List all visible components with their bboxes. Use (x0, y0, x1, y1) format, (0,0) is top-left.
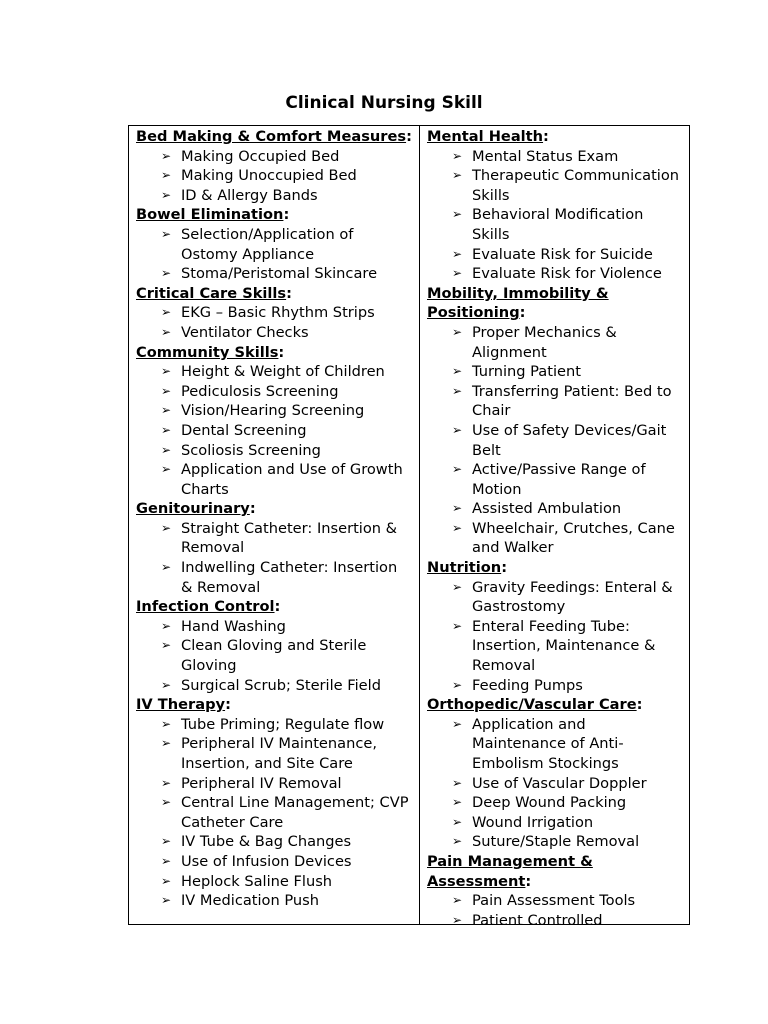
skill-section (136, 127, 413, 205)
arrow-bullet-icon: ➢ (160, 305, 172, 320)
section-heading-text: Bed Making & Comfort Measures (136, 128, 407, 145)
skill-section (427, 558, 683, 695)
section-heading-text: Genitourinary (136, 500, 250, 518)
arrow-bullet-icon: ➢ (160, 638, 172, 653)
list-item (136, 519, 413, 558)
arrow-bullet-icon: ➢ (451, 814, 463, 829)
list-item (136, 734, 413, 773)
arrow-bullet-icon: ➢ (160, 324, 172, 339)
skill-list (136, 362, 413, 499)
list-item-text: Making Occupied Bed (181, 147, 340, 165)
section-heading-text: Bowel Elimination (136, 206, 284, 224)
section-heading-colon: : (636, 696, 643, 714)
list-item (136, 676, 413, 696)
list-item (136, 891, 413, 911)
skill-section (136, 343, 413, 500)
list-item (136, 774, 413, 794)
skill-list (136, 225, 413, 284)
arrow-bullet-icon: ➢ (451, 462, 463, 477)
skill-list (136, 617, 413, 695)
list-item-text: Dental Screening (181, 421, 307, 439)
page-title: Clinical Nursing Skill (285, 93, 483, 113)
section-heading-colon: : (525, 872, 532, 890)
skill-list (136, 715, 413, 911)
list-item (136, 382, 413, 402)
list-item (427, 578, 683, 617)
arrow-bullet-icon: ➢ (451, 383, 463, 398)
list-item-text: Enteral Feeding Tube: Insertion, Maintenance & Removal (472, 617, 656, 675)
skill-section (136, 597, 413, 695)
list-item-text: Pain Assessment Tools (472, 892, 636, 910)
arrow-bullet-icon: ➢ (160, 422, 172, 437)
skill-list (427, 147, 683, 284)
arrow-bullet-icon: ➢ (451, 834, 463, 849)
list-item-text: Application and Maintenance of Anti-Embolism Stockings (472, 715, 624, 772)
arrow-bullet-icon: ➢ (160, 677, 172, 692)
arrow-bullet-icon: ➢ (160, 187, 172, 202)
list-item (136, 401, 413, 421)
arrow-bullet-icon: ➢ (451, 795, 463, 810)
list-item-text: Proper Mechanics & Alignment (472, 323, 617, 361)
list-item-text: Evaluate Risk for Violence (472, 265, 662, 283)
list-item-text: IV Tube & Bag Changes (181, 833, 352, 851)
list-item-text: Peripheral IV Maintenance, Insertion, and Site Care (181, 735, 377, 772)
list-item (427, 421, 683, 460)
section-heading (136, 499, 413, 519)
skill-list (427, 323, 683, 558)
list-item-text: Indwelling Catheter: Insertion & Removal (181, 559, 398, 596)
list-item (427, 166, 683, 205)
skill-section (136, 205, 413, 283)
arrow-bullet-icon: ➢ (451, 246, 463, 261)
arrow-bullet-icon: ➢ (160, 853, 172, 868)
list-item (427, 676, 683, 696)
list-item (136, 793, 413, 832)
skill-section (427, 852, 683, 930)
list-item (427, 499, 683, 519)
section-heading-text: Mental Health (427, 128, 544, 145)
list-item-text: IV Medication Push (181, 892, 320, 910)
list-item (427, 891, 683, 911)
skill-list (427, 578, 683, 696)
list-item (136, 264, 413, 284)
skill-section (136, 695, 413, 911)
list-item-text: Transferring Patient: Bed to Chair (472, 382, 672, 420)
list-item-text: Use of Infusion Devices (181, 852, 352, 870)
list-item-text: Hand Washing (181, 617, 286, 635)
list-item (136, 186, 413, 206)
section-heading-colon: : (249, 500, 256, 518)
list-item (427, 382, 683, 421)
arrow-bullet-icon: ➢ (451, 520, 463, 535)
arrow-bullet-icon: ➢ (451, 775, 463, 790)
section-heading-text: Pain Management & Assessment (427, 852, 593, 890)
skill-section (427, 127, 683, 284)
list-item-text: Heplock Saline Flush (181, 872, 333, 890)
skill-list (136, 303, 413, 342)
arrow-bullet-icon: ➢ (451, 168, 463, 183)
arrow-bullet-icon: ➢ (160, 736, 172, 751)
list-item (427, 715, 683, 774)
skill-section (427, 284, 683, 558)
list-item (136, 617, 413, 637)
list-item (136, 362, 413, 382)
list-item-text: Peripheral IV Removal (181, 774, 342, 792)
skill-list (427, 891, 683, 930)
section-heading-text: IV Therapy (136, 696, 226, 714)
arrow-bullet-icon: ➢ (451, 677, 463, 692)
list-item-text: Making Unoccupied Bed (181, 167, 357, 185)
list-item-text: Use of Vascular Doppler (472, 774, 647, 792)
arrow-bullet-icon: ➢ (160, 442, 172, 457)
list-item-text: Therapeutic Communication Skills (472, 167, 680, 204)
skill-section (136, 499, 413, 597)
arrow-bullet-icon: ➢ (451, 207, 463, 222)
section-heading (136, 127, 413, 147)
skill-section (427, 695, 683, 852)
list-item-text: Active/Passive Range of Motion (472, 461, 646, 498)
arrow-bullet-icon: ➢ (160, 873, 172, 888)
section-heading (427, 695, 683, 715)
list-item-text: Surgical Scrub; Sterile Field (181, 676, 381, 694)
skill-section (136, 284, 413, 343)
arrow-bullet-icon: ➢ (160, 795, 172, 810)
section-heading-text: Orthopedic/Vascular Care (427, 696, 637, 714)
arrow-bullet-icon: ➢ (451, 893, 463, 908)
skill-list (136, 519, 413, 597)
arrow-bullet-icon: ➢ (451, 579, 463, 594)
list-item (427, 813, 683, 833)
section-heading-colon: : (519, 304, 526, 322)
arrow-bullet-icon: ➢ (160, 266, 172, 281)
section-heading-colon: : (501, 559, 508, 577)
arrow-bullet-icon: ➢ (160, 893, 172, 908)
list-item (136, 441, 413, 461)
list-item-text: Application and Use of Growth Charts (181, 461, 403, 498)
list-item (136, 715, 413, 735)
list-item-text: Deep Wound Packing (472, 794, 627, 812)
section-heading-colon: : (286, 284, 292, 302)
arrow-bullet-icon: ➢ (160, 226, 172, 241)
list-item-text: Wound Irrigation (472, 813, 594, 831)
section-heading (427, 284, 683, 323)
list-item (136, 225, 413, 264)
skill-list (427, 715, 683, 852)
arrow-bullet-icon: ➢ (451, 618, 463, 633)
arrow-bullet-icon: ➢ (451, 324, 463, 339)
list-item (427, 911, 683, 931)
list-item-text: Evaluate Risk for Suicide (472, 245, 653, 263)
list-item (427, 245, 683, 265)
arrow-bullet-icon: ➢ (160, 403, 172, 418)
arrow-bullet-icon: ➢ (451, 364, 463, 379)
list-item (136, 636, 413, 675)
list-item-text: Patient Controlled (472, 911, 603, 929)
arrow-bullet-icon: ➢ (160, 462, 172, 477)
skills-table (128, 125, 690, 929)
list-item-text: Suture/Staple Removal (472, 833, 640, 851)
arrow-bullet-icon: ➢ (451, 148, 463, 163)
list-item (136, 558, 413, 597)
list-item (427, 460, 683, 499)
list-item (136, 460, 413, 499)
section-heading (136, 343, 413, 363)
table-column-left (129, 126, 420, 924)
list-item-text: Behavioral Modification Skills (472, 206, 644, 243)
list-item-text: Wheelchair, Crutches, Cane and Walker (472, 519, 675, 557)
list-item-text: Central Line Management; CVP Catheter Care (181, 794, 409, 831)
list-item (427, 147, 683, 167)
list-item (136, 872, 413, 892)
section-heading-colon: : (283, 206, 290, 224)
section-heading-text: Mobility, Immobility & Positioning (427, 284, 609, 322)
arrow-bullet-icon: ➢ (451, 501, 463, 516)
arrow-bullet-icon: ➢ (451, 422, 463, 437)
list-item-text: Height & Weight of Children (181, 363, 385, 381)
section-heading-text: Critical Care Skills (136, 284, 287, 302)
arrow-bullet-icon: ➢ (160, 716, 172, 731)
list-item (427, 362, 683, 382)
section-heading-text: Community Skills (136, 343, 279, 361)
list-item (136, 147, 413, 167)
list-item-text: Vision/Hearing Screening (181, 402, 365, 420)
list-item (427, 774, 683, 794)
section-heading (427, 558, 683, 578)
list-item-text: Clean Gloving and Sterile Gloving (181, 637, 367, 675)
arrow-bullet-icon: ➢ (160, 364, 172, 379)
arrow-bullet-icon: ➢ (451, 716, 463, 731)
list-item (136, 323, 413, 343)
arrow-bullet-icon: ➢ (160, 148, 172, 163)
section-heading-text: Infection Control (136, 598, 275, 616)
list-item (427, 323, 683, 362)
section-heading (136, 695, 413, 715)
list-item-text: Ventilator Checks (181, 323, 309, 341)
table-column-right (420, 126, 689, 929)
arrow-bullet-icon: ➢ (160, 168, 172, 183)
arrow-bullet-icon: ➢ (160, 775, 172, 790)
list-item (427, 832, 683, 852)
arrow-bullet-icon: ➢ (160, 383, 172, 398)
list-item-text: Feeding Pumps (472, 676, 583, 694)
section-heading (427, 852, 683, 891)
section-heading-colon: : (278, 343, 285, 361)
skill-list (136, 147, 413, 206)
section-heading (136, 284, 413, 304)
list-item (427, 519, 683, 558)
section-heading (427, 127, 683, 147)
section-heading-colon: : (274, 598, 281, 616)
arrow-bullet-icon: ➢ (160, 520, 172, 535)
arrow-bullet-icon: ➢ (160, 834, 172, 849)
list-item (136, 832, 413, 852)
section-heading-colon: : (406, 128, 412, 145)
list-item (136, 852, 413, 872)
section-heading (136, 205, 413, 225)
arrow-bullet-icon: ➢ (160, 618, 172, 633)
list-item-text: Use of Safety Devices/Gait Belt (472, 421, 667, 459)
list-item-text: Pediculosis Screening (181, 382, 339, 400)
list-item-text: Tube Priming; Regulate flow (181, 715, 385, 733)
list-item (427, 205, 683, 244)
arrow-bullet-icon: ➢ (160, 560, 172, 575)
list-item-text: Gravity Feedings: Enteral & Gastrostomy (472, 578, 673, 616)
list-item-text: ID & Allergy Bands (181, 186, 318, 204)
arrow-bullet-icon: ➢ (451, 912, 463, 927)
list-item-text: Mental Status Exam (472, 147, 619, 165)
list-item-text: Straight Catheter: Insertion & Removal (181, 519, 398, 557)
section-heading-text: Nutrition (427, 559, 502, 577)
list-item (136, 303, 413, 323)
list-item (427, 793, 683, 813)
list-item-text: Assisted Ambulation (472, 500, 622, 518)
list-item-text: EKG – Basic Rhythm Strips (181, 304, 375, 322)
list-item-text: Scoliosis Screening (181, 441, 321, 459)
list-item-text: Selection/Application of Ostomy Appliance (181, 225, 354, 263)
arrow-bullet-icon: ➢ (451, 266, 463, 281)
section-heading-colon: : (543, 128, 549, 145)
list-item (136, 166, 413, 186)
section-heading (136, 597, 413, 617)
list-item (136, 421, 413, 441)
list-item-text: Turning Patient (472, 363, 581, 381)
section-heading-colon: : (225, 696, 231, 714)
list-item (427, 264, 683, 284)
list-item (427, 617, 683, 676)
list-item-text: Stoma/Peristomal Skincare (181, 265, 378, 283)
